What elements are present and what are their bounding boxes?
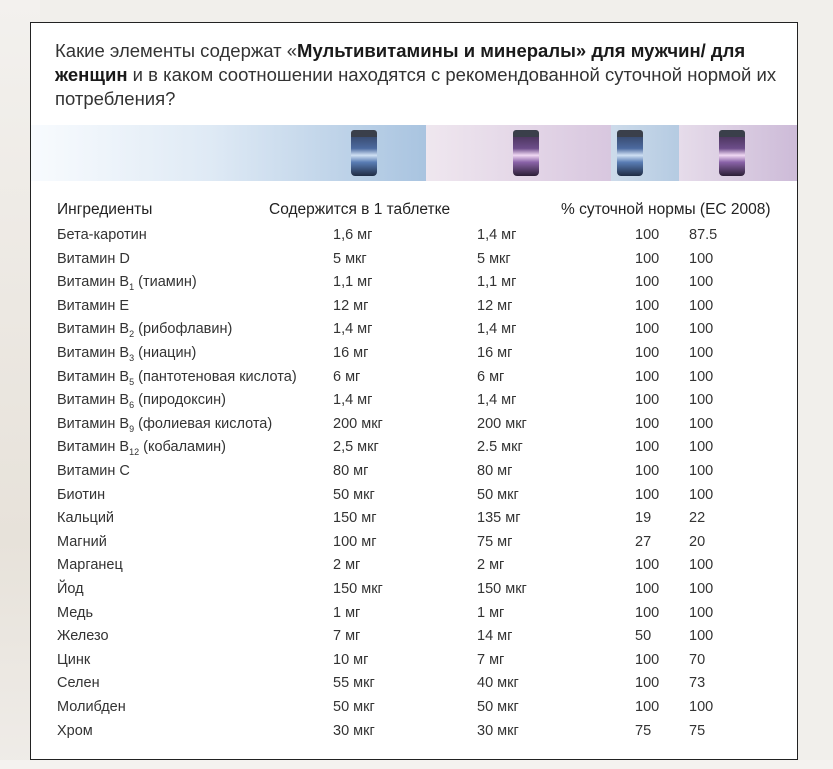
percent-mens: 100 bbox=[635, 581, 660, 597]
percent-womens: 87.5 bbox=[689, 227, 718, 243]
amount-womens: 30 мкг bbox=[477, 722, 519, 739]
amount-womens: 7 мг bbox=[477, 651, 505, 668]
amount-womens: 12 мг bbox=[477, 297, 513, 314]
percent-womens: 22 bbox=[689, 510, 706, 527]
percent-mens: 100 bbox=[635, 486, 660, 503]
table-row bbox=[31, 274, 797, 298]
amount-womens: 50 мкг bbox=[477, 699, 519, 715]
ingredient-name: Кальций bbox=[57, 510, 115, 527]
amount-womens: 1,4 мг bbox=[477, 227, 517, 243]
amount-womens: 135 мг bbox=[477, 510, 521, 527]
ingredient-name: Бета-каротин bbox=[57, 227, 147, 243]
amount-womens: 200 мкг bbox=[477, 415, 527, 432]
percent-womens: 100 bbox=[689, 368, 714, 385]
amount-womens: 16 мг bbox=[477, 345, 513, 361]
amount-womens: 5 мкг bbox=[477, 250, 511, 267]
ingredient-name: Витамин $B_6$ (пиродоксин) bbox=[57, 392, 226, 411]
amount-womens: 1 мг bbox=[477, 604, 505, 621]
header-content: Содержится в 1 таблетке bbox=[269, 201, 451, 218]
ingredient-name: Витамин C bbox=[57, 463, 130, 479]
table-row bbox=[31, 534, 797, 558]
ingredient-name: Витамин $B_9$ (фолиевая кислота) bbox=[57, 415, 273, 434]
percent-mens: 100 bbox=[635, 321, 660, 338]
percent-mens: 19 bbox=[635, 510, 652, 527]
amount-womens: 75 мг bbox=[477, 533, 513, 550]
amount-mens: 200 мкг bbox=[333, 415, 383, 432]
percent-womens: 20 bbox=[689, 533, 706, 550]
page-bottom bbox=[0, 760, 833, 769]
percent-womens: 100 bbox=[689, 699, 714, 715]
percent-mens: 27 bbox=[635, 533, 652, 550]
amount-mens: 1 мг bbox=[333, 604, 361, 621]
amount-womens: 1,4 мг bbox=[477, 321, 517, 338]
mens-product-jar-image bbox=[351, 130, 377, 176]
amount-womens: 14 мг bbox=[477, 628, 513, 645]
ingredient-name: Марганец bbox=[57, 557, 123, 574]
amount-mens: 30 мкг bbox=[333, 722, 375, 739]
percent-womens: 70 bbox=[689, 651, 706, 668]
amount-womens: 50 мкг bbox=[477, 486, 519, 503]
ingredient-name: Магний bbox=[57, 533, 107, 550]
header-ingredients: Ингредиенты bbox=[57, 201, 153, 218]
ingredient-name: Витамин $B_2$ (рибофлавин) bbox=[57, 321, 233, 340]
amount-mens: 1,6 мг bbox=[333, 227, 373, 243]
ingredient-name: Хром bbox=[57, 722, 93, 739]
amount-mens: 7 мг bbox=[333, 628, 361, 645]
amount-mens: 150 мкг bbox=[333, 581, 383, 597]
percent-mens: 75 bbox=[635, 722, 652, 739]
ingredient-name: Медь bbox=[57, 604, 94, 621]
amount-mens: 12 мг bbox=[333, 297, 369, 314]
amount-mens: 50 мкг bbox=[333, 699, 375, 715]
table-row bbox=[31, 605, 797, 629]
ingredient-name: Витамин D bbox=[57, 250, 130, 267]
table-row bbox=[31, 723, 797, 747]
table-row bbox=[31, 416, 797, 440]
amount-mens: 50 мкг bbox=[333, 486, 375, 503]
ingredient-name: Витамин E bbox=[57, 297, 130, 314]
percent-mens: 100 bbox=[635, 557, 660, 574]
page-title: Какие элементы содержат «Мультивитамины и минералы» для мужчин/ для женщин и в каком соотношении находятся с рекомендованной суточной нормой их потребления? bbox=[55, 40, 777, 109]
percent-womens: 100 bbox=[689, 439, 714, 456]
percent-mens: 100 bbox=[635, 227, 660, 243]
percent-mens: 100 bbox=[635, 345, 660, 361]
amount-mens: 2 мг bbox=[333, 557, 361, 574]
amount-womens: 2.5 мкг bbox=[477, 439, 523, 456]
amount-womens: 6 мг bbox=[477, 368, 505, 385]
table-row bbox=[31, 463, 797, 487]
percent-mens: 100 bbox=[635, 392, 660, 409]
percent-mens: 100 bbox=[635, 463, 660, 479]
ingredient-name: Цинк bbox=[57, 651, 91, 668]
table-row bbox=[31, 298, 797, 322]
table-row bbox=[31, 557, 797, 581]
ingredient-name: Молибден bbox=[57, 699, 126, 715]
ingredient-name: Витамин $B_1$ (тиамин) bbox=[57, 274, 197, 293]
amount-womens: 2 мг bbox=[477, 557, 505, 574]
percent-womens: 100 bbox=[689, 345, 714, 361]
table-row bbox=[31, 510, 797, 534]
percent-mens: 100 bbox=[635, 651, 660, 668]
amount-mens: 5 мкг bbox=[333, 250, 367, 267]
nutrition-table-panel bbox=[30, 22, 798, 760]
table-row bbox=[31, 227, 797, 251]
womens-product-jar-image bbox=[513, 130, 539, 176]
percent-womens: 100 bbox=[689, 392, 714, 409]
table-row bbox=[31, 487, 797, 511]
amount-womens: 40 мкг bbox=[477, 675, 519, 692]
ingredient-name: Биотин bbox=[57, 486, 106, 503]
table-row bbox=[31, 581, 797, 605]
percent-mens: 100 bbox=[635, 368, 660, 385]
amount-mens: 1,4 мг bbox=[333, 321, 373, 338]
ingredient-name: Витамин $B_3$ (ниацин) bbox=[57, 345, 197, 363]
percent-mens: 50 bbox=[635, 628, 652, 645]
amount-mens: 100 мг bbox=[333, 533, 377, 550]
amount-womens: 150 мкг bbox=[477, 581, 527, 597]
table-row bbox=[31, 439, 797, 463]
table-row bbox=[31, 321, 797, 345]
amount-mens: 80 мг bbox=[333, 463, 369, 479]
amount-mens: 1,4 мг bbox=[333, 392, 373, 409]
percent-womens: 100 bbox=[689, 250, 714, 267]
table-row bbox=[31, 652, 797, 676]
amount-mens: 55 мкг bbox=[333, 675, 375, 692]
mens-product-jar-image bbox=[617, 130, 643, 176]
percent-womens: 100 bbox=[689, 321, 714, 338]
ingredient-name: Железо bbox=[57, 628, 109, 645]
percent-womens: 100 bbox=[689, 463, 714, 479]
amount-womens: 80 мг bbox=[477, 463, 513, 479]
percent-womens: 75 bbox=[689, 722, 706, 739]
amount-mens: 150 мг bbox=[333, 510, 377, 527]
amount-womens: 1,4 мг bbox=[477, 392, 517, 409]
percent-mens: 100 bbox=[635, 604, 660, 621]
percent-mens: 100 bbox=[635, 439, 660, 456]
ingredient-name: Йод bbox=[57, 581, 84, 597]
table-row bbox=[31, 392, 797, 416]
percent-mens: 100 bbox=[635, 675, 660, 692]
percent-womens: 100 bbox=[689, 581, 714, 597]
percent-mens: 100 bbox=[635, 250, 660, 267]
percent-mens: 100 bbox=[635, 699, 660, 715]
percent-womens: 100 bbox=[689, 604, 714, 621]
percent-womens: 100 bbox=[689, 628, 714, 645]
ingredient-name: Витамин $B_{12}$ (кобаламин) bbox=[57, 439, 227, 458]
ingredient-name: Витамин $B_5$ (пантотеновая кислота) bbox=[57, 368, 297, 387]
percent-mens: 100 bbox=[635, 415, 660, 432]
percent-mens: 100 bbox=[635, 274, 660, 291]
amount-mens: 1,1 мг bbox=[333, 274, 373, 291]
percent-womens: 100 bbox=[689, 557, 714, 574]
table-row bbox=[31, 675, 797, 699]
percent-mens: 100 bbox=[635, 297, 660, 314]
amount-mens: 6 мг bbox=[333, 368, 361, 385]
amount-mens: 16 мг bbox=[333, 345, 369, 361]
product-image-strip bbox=[31, 125, 797, 181]
header-percent: % суточной нормы (ЕС 2008) bbox=[561, 201, 771, 218]
table-row bbox=[31, 628, 797, 652]
percent-womens: 100 bbox=[689, 415, 714, 432]
table-row bbox=[31, 699, 797, 723]
percent-womens: 100 bbox=[689, 486, 714, 503]
percent-womens: 100 bbox=[689, 274, 714, 291]
table-row bbox=[31, 369, 797, 393]
womens-product-jar-image bbox=[719, 130, 745, 176]
percent-womens: 73 bbox=[689, 675, 706, 692]
percent-womens: 100 bbox=[689, 297, 714, 314]
amount-womens: 1,1 мг bbox=[477, 274, 517, 291]
amount-mens: 10 мг bbox=[333, 651, 369, 668]
ingredient-name: Селен bbox=[57, 675, 100, 692]
table-row bbox=[31, 251, 797, 275]
table-row bbox=[31, 345, 797, 369]
amount-mens: 2,5 мкг bbox=[333, 439, 379, 456]
